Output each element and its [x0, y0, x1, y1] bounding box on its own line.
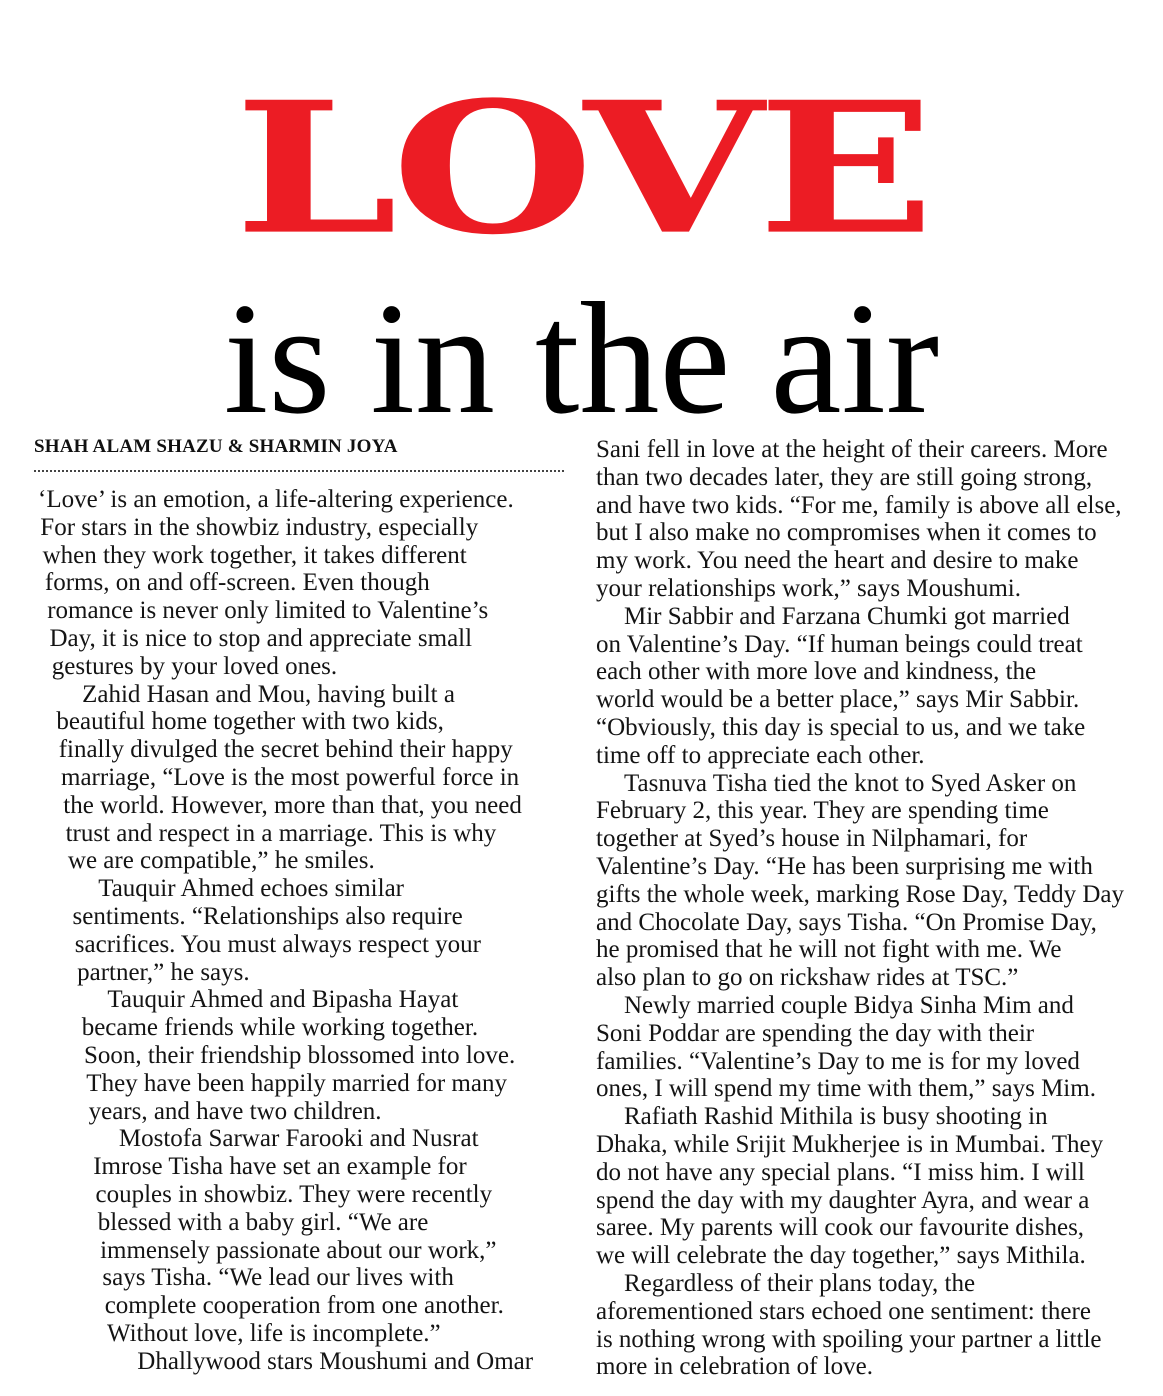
article-line: Dhallywood stars Moushumi and Omar: [137, 1347, 534, 1375]
article-line: February 2, this year. They are spending time: [596, 797, 1049, 825]
article-line: Regardless of their plans today, the: [624, 1269, 976, 1297]
article-line: more in celebration of love.: [596, 1353, 873, 1381]
article-line: we will celebrate the day together,” says Mithila.: [596, 1242, 1086, 1270]
article-line: sentiments. “Relationships also require: [72, 902, 463, 930]
article-line: For stars in the showbiz industry, especially: [40, 513, 479, 541]
article-line: became friends while working together.: [81, 1014, 479, 1042]
article-line: spend the day with my daughter Ayra, and wear a: [596, 1186, 1090, 1214]
article-line: trust and respect in a marriage. This is why: [65, 819, 497, 847]
article-line: Without love, life is incomplete.”: [107, 1319, 441, 1347]
article-line: ‘Love’ is an emotion, a life-altering experience.: [38, 486, 514, 513]
article-line: families. “Valentine’s Day to me is for my loved: [596, 1047, 1080, 1075]
article-line: immensely passionate about our work,”: [100, 1236, 497, 1264]
article-line: he promised that he will not fight with me. We: [596, 936, 1062, 964]
article-line: ones, I will spend my time with them,” says Mim.: [596, 1075, 1096, 1103]
article-line: Tasnuva Tisha tied the knot to Syed Asker on: [624, 769, 1077, 797]
article-line: and Chocolate Day, says Tisha. “On Promise Day,: [596, 908, 1097, 936]
article-line: Tauquir Ahmed echoes similar: [98, 875, 404, 903]
article-line: sacrifices. You must always respect your: [74, 930, 481, 958]
article-line: Day, it is nice to stop and appreciate small: [49, 624, 473, 652]
article-line: and have two kids. “For me, family is above all else,: [596, 491, 1122, 519]
article-line: says Tisha. “We lead our lives with: [102, 1264, 454, 1292]
article-line: gestures by your loved ones.: [51, 652, 338, 680]
article-line: Soon, their friendship blossomed into love.: [84, 1041, 516, 1069]
article-line: partner,” he says.: [77, 958, 250, 986]
article-column-left: [38, 486, 566, 1376]
article-line: Dhaka, while Srijit Mukherjee is in Mumbai. They: [596, 1130, 1104, 1158]
article-line: my work. You need the heart and desire to make: [596, 547, 1079, 575]
article-line: each other with more love and kindness, the: [596, 658, 1037, 686]
article-line: on Valentine’s Day. “If human beings could treat: [596, 630, 1083, 658]
article-line: Soni Poddar are spending the day with their: [596, 1019, 1035, 1047]
article-line: marriage, “Love is the most powerful force in: [61, 763, 520, 791]
article-line: the world. However, more than that, you need: [63, 791, 522, 819]
article-line: world would be a better place,” says Mir Sabbir.: [596, 686, 1080, 714]
article-line: time off to appreciate each other.: [596, 741, 925, 769]
article-line: forms, on and off-screen. Even though: [44, 569, 430, 597]
article-line: gifts the whole week, marking Rose Day, Teddy Day: [596, 880, 1124, 908]
article-line: your relationships work,” says Moushumi.: [596, 574, 1021, 602]
article-line: Valentine’s Day. “He has been surprising me with: [596, 852, 1093, 880]
article-line: Imrose Tisha have set an example for: [93, 1153, 467, 1181]
article-line: Tauquir Ahmed and Bipasha Hayat: [107, 986, 459, 1014]
article-line: than two decades later, they are still going strong,: [596, 463, 1093, 491]
article-line: Mostofa Sarwar Farooki and Nusrat: [118, 1125, 479, 1153]
article-line: when they work together, it takes different: [42, 541, 467, 569]
article-column-right: [596, 436, 1158, 1381]
article-line: They have been happily married for many: [86, 1069, 507, 1097]
article-line: we are compatible,” he smiles.: [67, 847, 375, 875]
article-line: also plan to go on rickshaw rides at TSC.”: [596, 964, 1019, 992]
article-line: “Obviously, this day is special to us, and we take: [596, 713, 1086, 741]
article-line: finally divulged the secret behind their happy: [58, 736, 513, 764]
byline-divider: [34, 470, 564, 472]
article-line: years, and have two children.: [88, 1097, 382, 1125]
article-line: beautiful home together with two kids,: [56, 708, 444, 736]
article-line: complete cooperation from one another.: [104, 1292, 504, 1320]
article-line: Sani fell in love at the height of their careers. More: [596, 436, 1108, 463]
article-line: is nothing wrong with spoiling your partner a little: [596, 1325, 1102, 1353]
article-line: blessed with a baby girl. “We are: [97, 1208, 429, 1236]
article-line: aforementioned stars echoed one sentiment: there: [596, 1297, 1091, 1325]
article-line: together at Syed’s house in Nilphamari, for: [596, 825, 1028, 853]
article-line: romance is never only limited to Valentine’s: [47, 597, 489, 625]
article-line: but I also make no compromises when it comes to: [596, 519, 1097, 547]
article-line: saree. My parents will cook our favourite dishes,: [596, 1214, 1085, 1242]
article-line: couples in showbiz. They were recently: [95, 1180, 493, 1208]
headline-love: LOVE: [234, 61, 929, 275]
article-line: Newly married couple Bidya Sinha Mim and: [624, 991, 1074, 1019]
headline-subtitle: is in the air: [223, 269, 940, 447]
article-line: do not have any special plans. “I miss him. I will: [596, 1158, 1085, 1186]
byline: SHAH ALAM SHAZU & SHARMIN JOYA: [34, 436, 398, 457]
article-line: Mir Sabbir and Farzana Chumki got married: [624, 602, 1070, 630]
article-line: Zahid Hasan and Mou, having built a: [82, 680, 455, 708]
article-line: Rafiath Rashid Mithila is busy shooting in: [624, 1103, 1048, 1131]
